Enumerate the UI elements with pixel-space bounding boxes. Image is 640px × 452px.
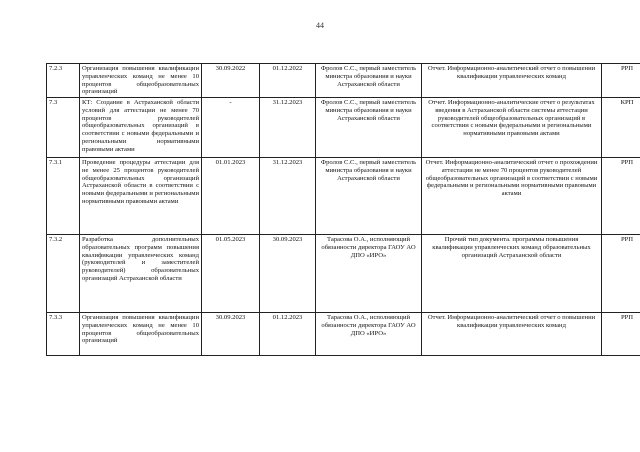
table-row bbox=[47, 313, 640, 356]
level-cell: РРП bbox=[602, 313, 640, 356]
responsible-text: Тарасова О.А., исполняющий обязанности директора ГАОУ АО ДПО «ИРО» bbox=[321, 314, 416, 337]
end-date-cell: 01.12.2023 bbox=[260, 313, 316, 356]
responsible-cell bbox=[316, 98, 422, 158]
row-number-cell: 7.3.3 bbox=[47, 313, 80, 356]
result-cell: Отчет. Информационно-аналитический отчет о повышении квалификации управленческих команд bbox=[422, 313, 602, 356]
result-cell: Отчет. Информационно-аналитический отчет о прохождении аттестации не менее 70 процентов руководителей общеобразовательных организаций в соответствии с новыми федеральными и региональными нормативными правовыми актами bbox=[422, 158, 602, 235]
end-date-cell: 31.12.2023 bbox=[260, 98, 316, 158]
page-number: 44 bbox=[316, 21, 324, 30]
start-date-cell: 30.09.2022 bbox=[202, 64, 260, 98]
result-cell: Прочий тип документа. программы повышения квалификации управленческих команд образовательных организаций Астраханской области bbox=[422, 235, 602, 313]
activity-table bbox=[46, 63, 640, 356]
row-number-cell: 7.3.1 bbox=[47, 158, 80, 235]
result-cell: Отчет. Информационно-аналитический отчет о повышении квалификации управленческих команд bbox=[422, 64, 602, 98]
start-date-cell: 01.01.2023 bbox=[202, 158, 260, 235]
level-cell: РРП bbox=[602, 158, 640, 235]
responsible-cell bbox=[316, 158, 422, 235]
activity-name-cell: Проведение процедуры аттестации для не менее 25 процентов руководителей общеобразовательных организаций Астраханской области в соответствии с новыми федеральными и региональными нормативными правовыми актами bbox=[80, 158, 202, 235]
responsible-text: Тарасова О.А., исполняющий обязанности директора ГАОУ АО ДПО «ИРО» bbox=[321, 236, 416, 259]
responsible-cell bbox=[316, 235, 422, 313]
activity-name-cell: Организация повышения квалификации управленческих команд не менее 10 процентов общеобразовательных организаций bbox=[80, 64, 202, 98]
level-cell: РРП bbox=[602, 64, 640, 98]
result-cell: Отчет. Информационно-аналитические отчет о результатах введения в Астраханской области системы аттестации руководителей общеобразовательных организаций в соответствии с новыми федеральными и региональными нормативными правовыми актами bbox=[422, 98, 602, 158]
end-date-cell: 30.09.2023 bbox=[260, 235, 316, 313]
table-row bbox=[47, 64, 640, 98]
table-row bbox=[47, 158, 640, 235]
start-date-cell: 30.09.2023 bbox=[202, 313, 260, 356]
activity-name-cell: Разработка дополнительных образовательных программ повышения квалификации управленческих команд (руководителей и заместителей руководителей) образовательных организаций Астраханской области bbox=[80, 235, 202, 313]
table-row bbox=[47, 235, 640, 313]
row-number-cell: 7.3.2 bbox=[47, 235, 80, 313]
responsible-text: Фролов С.С., первый заместитель министра образования и науки Астраханской области bbox=[320, 159, 417, 182]
table-row bbox=[47, 98, 640, 158]
level-cell: КРП bbox=[602, 98, 640, 158]
activity-name-cell: Организация повышения квалификации управленческих команд не менее 10 процентов общеобразовательных организаций bbox=[80, 313, 202, 356]
activity-name-cell: КТ: Создание в Астраханской области условий для аттестации не менее 70 процентов руководителей общеобразовательных организаций в соответствии с новыми федеральными и региональными нормативными правовыми актами bbox=[80, 98, 202, 158]
start-date-cell: 01.05.2023 bbox=[202, 235, 260, 313]
responsible-text: Фролов С.С., первый заместитель министра образования и науки Астраханской области bbox=[320, 65, 417, 88]
end-date-cell: 31.12.2023 bbox=[260, 158, 316, 235]
responsible-cell bbox=[316, 64, 422, 98]
responsible-cell bbox=[316, 313, 422, 356]
row-number-cell: 7.2.3 bbox=[47, 64, 80, 98]
level-cell: РРП bbox=[602, 235, 640, 313]
end-date-cell: 01.12.2022 bbox=[260, 64, 316, 98]
row-number-cell: 7.3 bbox=[47, 98, 80, 158]
start-date-cell: - bbox=[202, 98, 260, 158]
responsible-text: Фролов С.С., первый заместитель министра образования и науки Астраханской области bbox=[320, 99, 417, 122]
